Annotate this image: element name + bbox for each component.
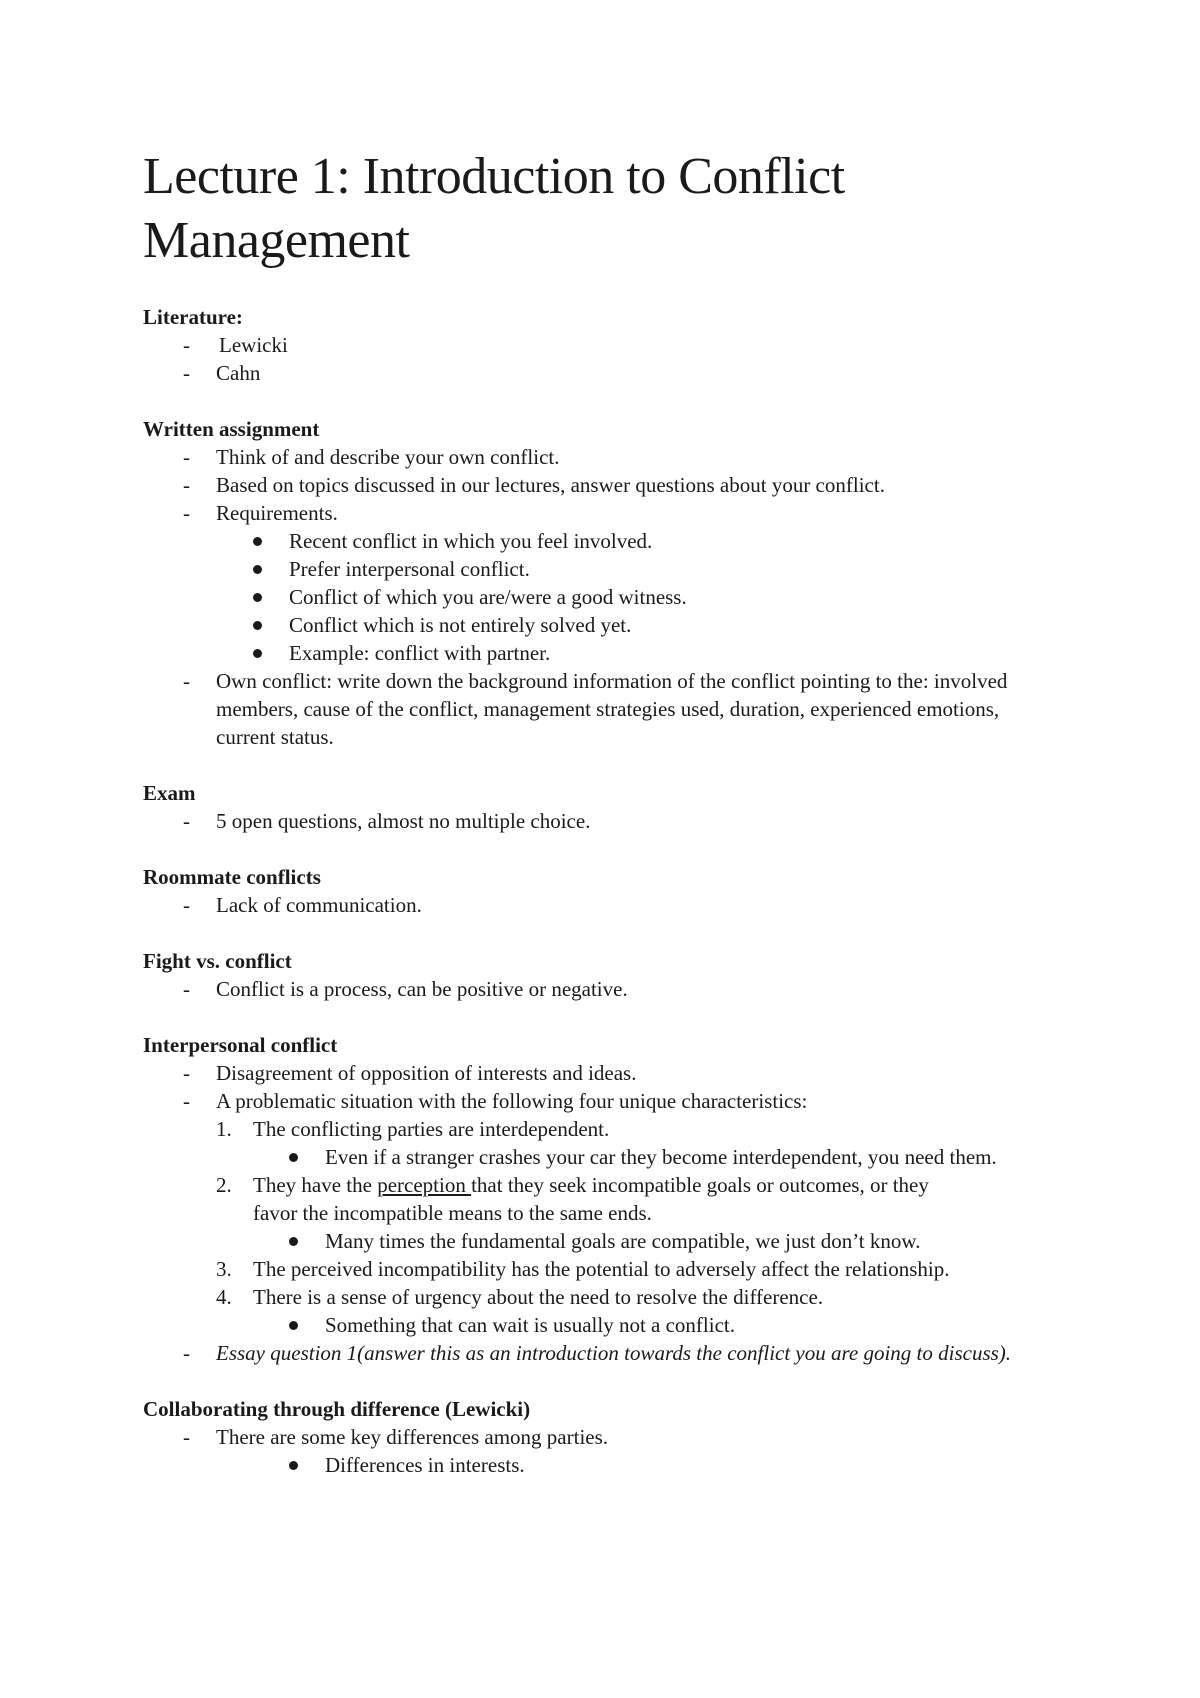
- dash-marker: -: [183, 473, 190, 497]
- list-item: - Disagreement of opposition of interests and ideas.: [183, 1061, 637, 1085]
- bullet-item: Prefer interpersonal conflict.: [143, 555, 1083, 583]
- section-heading-collaborating: Collaborating through difference (Lewicki): [143, 1397, 531, 1421]
- list-item: - Requirements.: [183, 501, 338, 525]
- list-item: - Think of and describe your own conflict.: [183, 445, 560, 469]
- section-heading-written-assignment: Written assignment: [143, 417, 320, 441]
- section-heading-interpersonal: Interpersonal conflict: [143, 1033, 338, 1057]
- numbered-item: 3. The perceived incompatibility has the potential to adversely affect the relationship.: [216, 1257, 950, 1281]
- bullet-item: Conflict which is not entirely solved yet.: [143, 611, 1083, 639]
- section-heading-fight: Fight vs. conflict: [143, 949, 292, 973]
- dash-marker: -: [183, 1089, 190, 1113]
- numbered-item: 1. The conflicting parties are interdependent.: [216, 1117, 610, 1141]
- dash-marker: -: [183, 333, 190, 357]
- section-heading-exam: Exam: [143, 781, 196, 805]
- bullet-item: Differences in interests.: [143, 1451, 1083, 1479]
- list-item: - Own conflict: write down the background information of the conflict pointing to the: involved members, cause of the conflict, management strategies used, duration, experienced emotions, current status.: [183, 669, 1008, 749]
- list-item: - Cahn: [183, 361, 261, 385]
- section-heading-roommate: Roommate conflicts: [143, 865, 321, 889]
- bullet-dot: [289, 1153, 298, 1162]
- list-item: - 5 open questions, almost no multiple choice.: [183, 809, 591, 833]
- bullet-item: Conflict of which you are/were a good witness.: [143, 583, 1083, 611]
- list-item: - Based on topics discussed in our lectures, answer questions about your conflict.: [183, 473, 885, 497]
- bullet-item: Example: conflict with partner.: [143, 639, 1083, 667]
- dash-marker: -: [183, 361, 190, 385]
- bullet-item: Many times the fundamental goals are compatible, we just don’t know.: [143, 1227, 1083, 1255]
- bullet-dot: [253, 649, 262, 658]
- dash-marker: -: [183, 669, 190, 693]
- bullet-dot: [253, 621, 262, 630]
- numbered-item: 4. There is a sense of urgency about the need to resolve the difference.: [216, 1285, 824, 1309]
- page-title: Lecture 1: Introduction to Conflict Management: [143, 148, 845, 269]
- underlined-term: perception: [377, 1173, 472, 1197]
- bullet-dot: [289, 1461, 298, 1470]
- list-item: - Lewicki: [183, 333, 288, 357]
- dash-marker: -: [183, 809, 190, 833]
- bullet-item: Recent conflict in which you feel involved.: [143, 527, 1083, 555]
- bullet-dot: [253, 537, 262, 546]
- essay-question-note: Essay question 1(answer this as an introduction towards the conflict you are going to discuss).: [216, 1341, 1012, 1365]
- section-heading-literature: Literature:: [143, 305, 243, 329]
- list-item: - There are some key differences among parties.: [183, 1425, 609, 1449]
- dash-marker: -: [183, 1341, 190, 1365]
- list-item: - Lack of communication.: [183, 893, 422, 917]
- dash-marker: -: [183, 501, 190, 525]
- bullet-dot: [289, 1237, 298, 1246]
- list-item: - A problematic situation with the following four unique characteristics:: [183, 1089, 808, 1113]
- bullet-item: Even if a stranger crashes your car they become interdependent, you need them.: [143, 1143, 1083, 1171]
- bullet-dot: [253, 593, 262, 602]
- dash-marker: -: [183, 1061, 190, 1085]
- dash-marker: -: [183, 445, 190, 469]
- dash-marker: -: [183, 1425, 190, 1449]
- list-item: [143, 1339, 1083, 1367]
- dash-marker: -: [183, 893, 190, 917]
- dash-marker: -: [183, 977, 190, 1001]
- bullet-dot: [289, 1321, 298, 1330]
- document-body: [143, 303, 1083, 1479]
- numbered-item: 2. They have the perception that they seek incompatible goals or outcomes, or they favor the incompatible means to the same ends.: [216, 1173, 929, 1225]
- bullet-item: Something that can wait is usually not a conflict.: [143, 1311, 1083, 1339]
- bullet-dot: [253, 565, 262, 574]
- list-item: - Conflict is a process, can be positive or negative.: [183, 977, 628, 1001]
